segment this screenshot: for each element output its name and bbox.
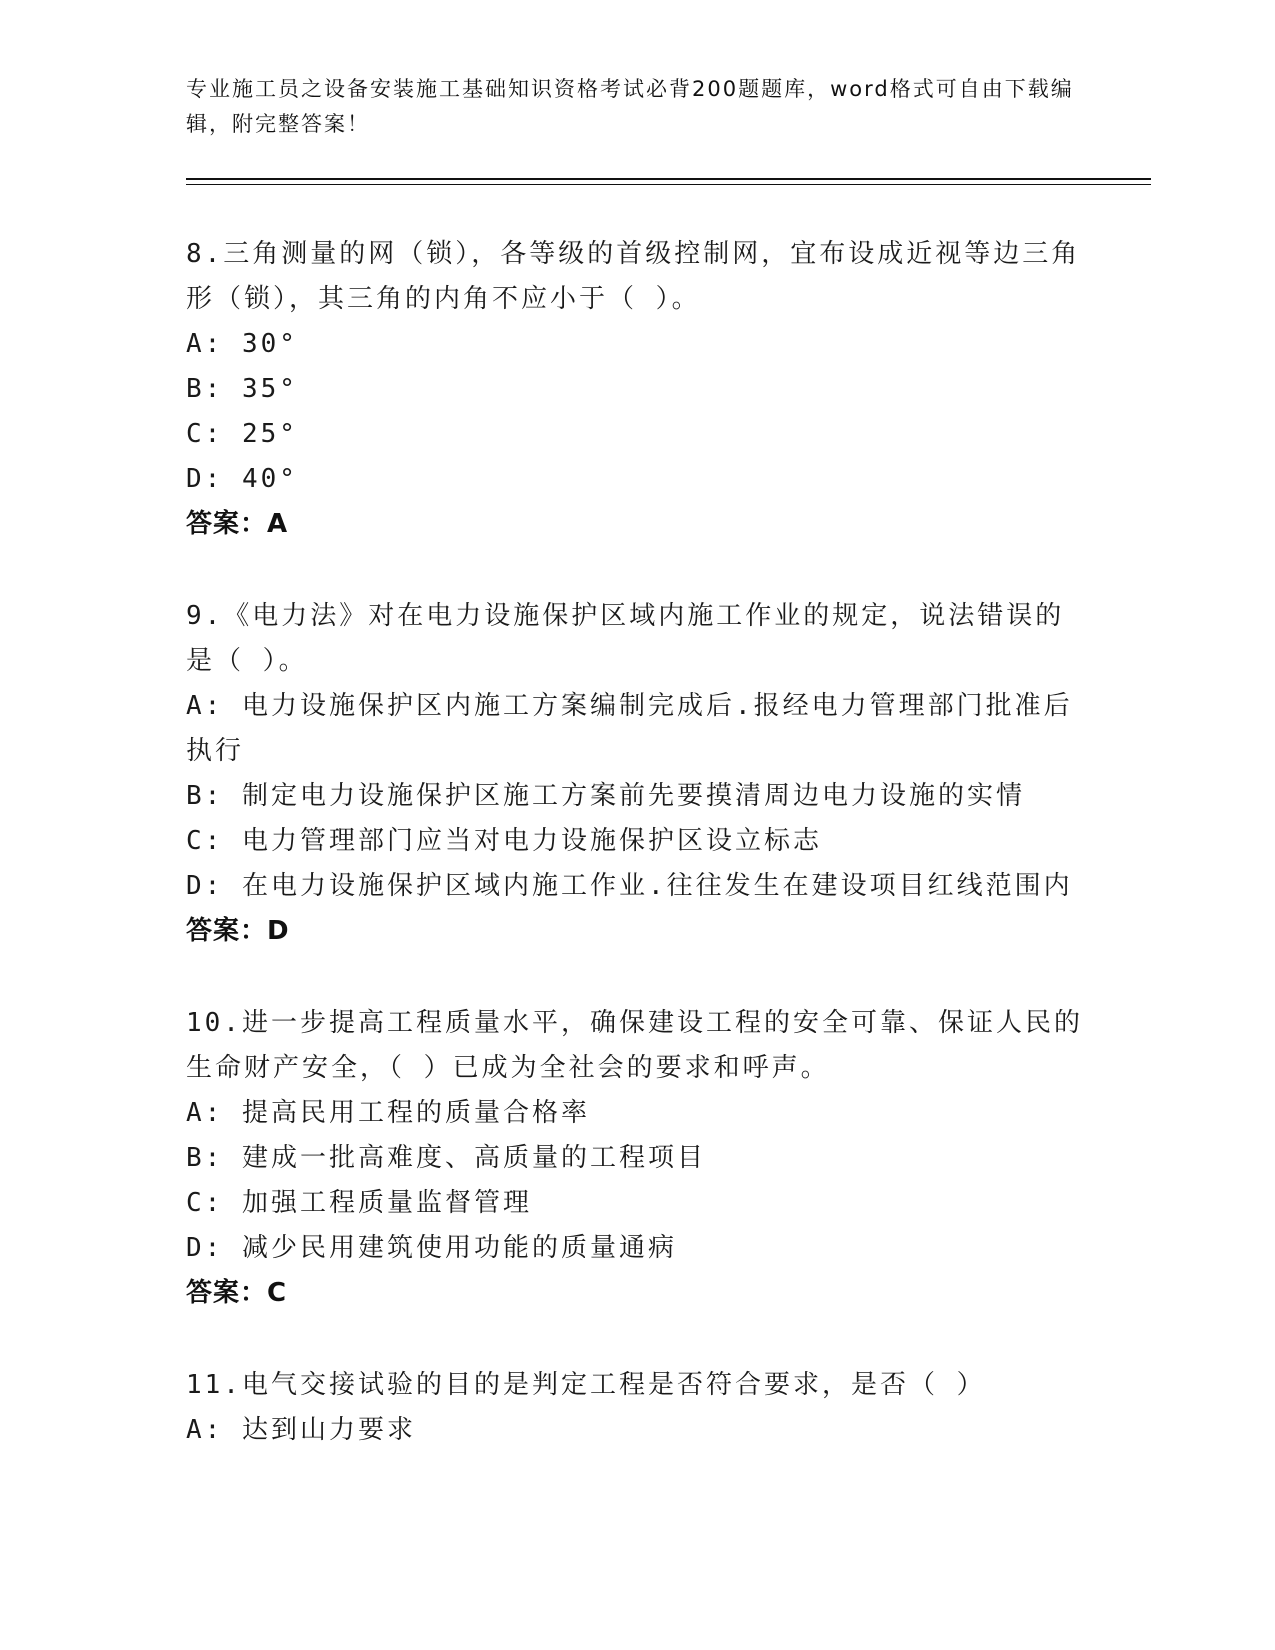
header-divider-thin bbox=[186, 184, 1151, 185]
option-text: 提高民用工程的质量合格率 bbox=[241, 1098, 590, 1128]
option-text: 减少民用建筑使用功能的质量通病 bbox=[241, 1233, 677, 1263]
question-10 bbox=[186, 1001, 1086, 1316]
document-header: 专业施工员之设备安装施工基础知识资格考试必背200题题库，word格式可自由下载编辑，附完整答案！ bbox=[186, 77, 1074, 136]
option-letter: C: bbox=[186, 1188, 224, 1218]
question-stem: 10.进一步提高工程质量水平，确保建设工程的安全可靠、保证人民的生命财产安全，（ ）已成为全社会的要求和呼声。 bbox=[186, 1008, 1083, 1083]
option-c bbox=[186, 819, 1086, 864]
answer-line: 答案：A bbox=[186, 509, 289, 539]
option-text: 电力设施保护区内施工方案编制完成后.报经电力管理部门批准后执行 bbox=[186, 691, 1073, 766]
option-text: 在电力设施保护区域内施工作业.往往发生在建设项目红线范围内 bbox=[241, 871, 1073, 901]
option-letter: D: bbox=[186, 464, 224, 494]
option-a bbox=[186, 1091, 1086, 1136]
option-text: 25° bbox=[241, 419, 298, 449]
question-9 bbox=[186, 594, 1086, 954]
option-a bbox=[186, 1408, 1086, 1453]
answer-line: 答案：D bbox=[186, 916, 290, 946]
option-text: 建成一批高难度、高质量的工程项目 bbox=[241, 1143, 706, 1173]
option-text: 30° bbox=[241, 329, 298, 359]
option-text: 达到山力要求 bbox=[241, 1415, 416, 1445]
option-letter: B: bbox=[186, 1143, 224, 1173]
answer-line: 答案：C bbox=[186, 1278, 288, 1308]
question-list bbox=[186, 232, 1086, 1500]
option-text: 40° bbox=[241, 464, 298, 494]
option-letter: D: bbox=[186, 871, 224, 901]
option-b bbox=[186, 774, 1086, 819]
option-letter: A: bbox=[186, 1098, 224, 1128]
option-letter: B: bbox=[186, 374, 224, 404]
header-divider bbox=[186, 178, 1151, 180]
option-letter: C: bbox=[186, 826, 224, 856]
option-text: 35° bbox=[241, 374, 298, 404]
question-11 bbox=[186, 1363, 1086, 1453]
question-stem: 8.三角测量的网（锁），各等级的首级控制网，宜布设成近视等边三角形（锁），其三角的内角不应小于（ ）。 bbox=[186, 239, 1081, 314]
question-stem: 9.《电力法》对在电力设施保护区域内施工作业的规定，说法错误的是（ ）。 bbox=[186, 601, 1065, 676]
option-c bbox=[186, 1181, 1086, 1226]
option-letter: D: bbox=[186, 1233, 224, 1263]
option-b bbox=[186, 1136, 1086, 1181]
option-d bbox=[186, 457, 1086, 502]
option-a bbox=[186, 684, 1086, 774]
option-c bbox=[186, 412, 1086, 457]
option-text: 电力管理部门应当对电力设施保护区设立标志 bbox=[241, 826, 822, 856]
option-letter: B: bbox=[186, 781, 224, 811]
option-d bbox=[186, 1226, 1086, 1271]
option-letter: A: bbox=[186, 1415, 224, 1445]
question-stem: 11.电气交接试验的目的是判定工程是否符合要求，是否（ ） bbox=[186, 1370, 986, 1400]
option-letter: A: bbox=[186, 691, 224, 721]
option-letter: C: bbox=[186, 419, 224, 449]
option-text: 加强工程质量监督管理 bbox=[241, 1188, 532, 1218]
option-letter: A: bbox=[186, 329, 224, 359]
question-8 bbox=[186, 232, 1086, 547]
option-text: 制定电力设施保护区施工方案前先要摸清周边电力设施的实情 bbox=[241, 781, 1025, 811]
option-b bbox=[186, 367, 1086, 412]
option-d bbox=[186, 864, 1086, 909]
option-a bbox=[186, 322, 1086, 367]
